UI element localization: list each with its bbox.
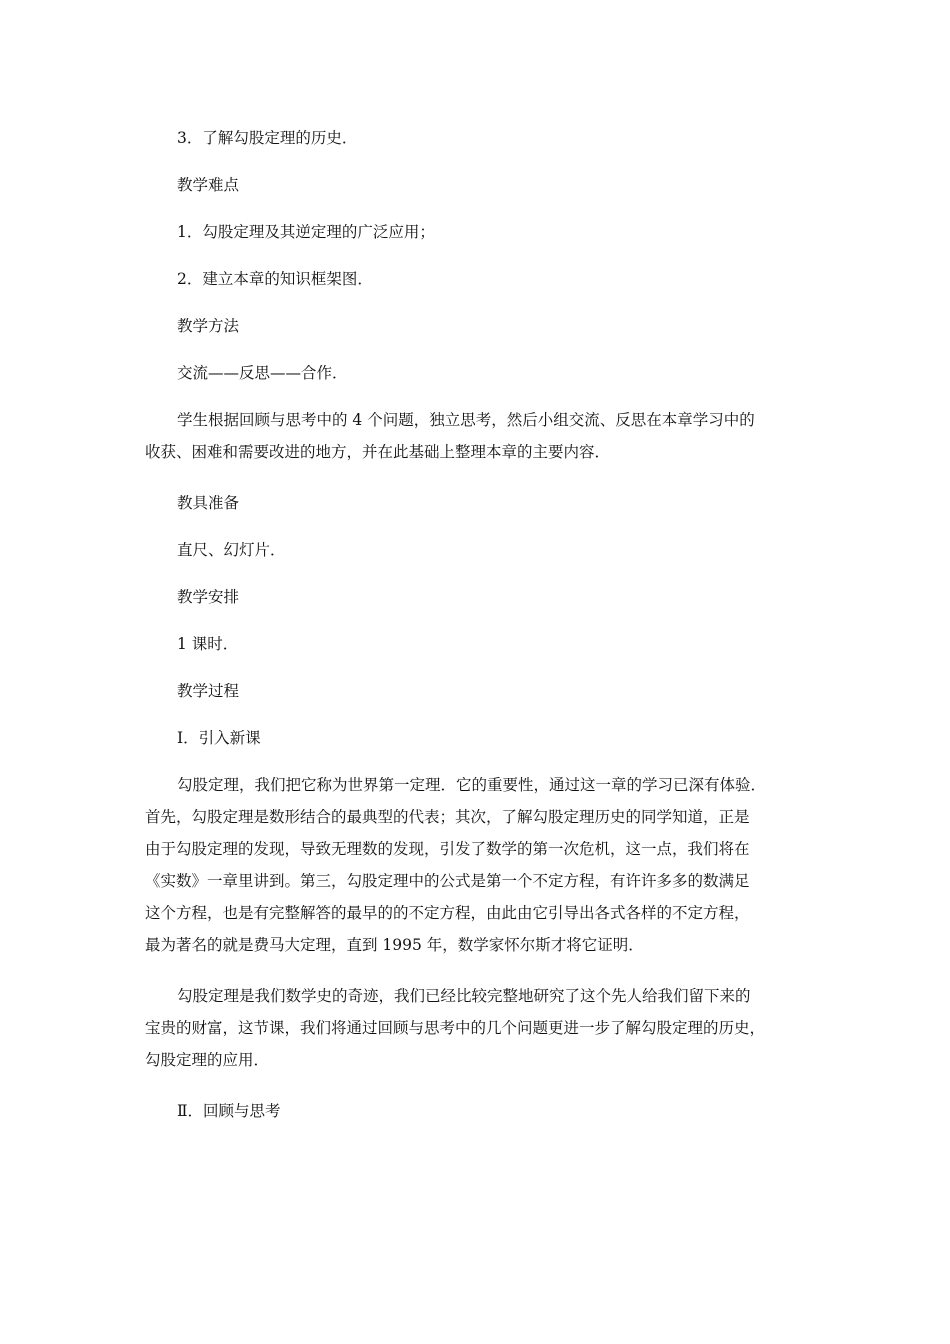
objective-line: 3．了解勾股定理的历史． — [177, 129, 358, 147]
section-heading: 教学难点 — [177, 176, 240, 194]
paragraph-line: 收获、困难和需要改进的地方，并在此基础上整理本章的主要内容． — [145, 443, 611, 461]
subsection-heading: Ⅱ．回顾与思考 — [177, 1102, 281, 1120]
paragraph-line: 《实数》一章里讲到。第三，勾股定理中的公式是第一个不定方程，有许许多多的数满足 — [145, 872, 750, 890]
intro-paragraph — [145, 771, 815, 963]
paragraph-line: 勾股定理的应用． — [145, 1051, 270, 1069]
paragraph-line: 勾股定理，我们把它称为世界第一定理．它的重要性，通过这一章的学习已深有体验． — [177, 776, 767, 794]
document-body — [145, 124, 815, 1144]
section-heading: 教具准备 — [177, 494, 240, 512]
subsection-heading: Ⅰ．引入新课 — [177, 729, 261, 747]
method-paragraph — [145, 406, 815, 470]
tools-line: 直尺、幻灯片． — [177, 541, 286, 559]
difficulty-item: 1．勾股定理及其逆定理的广泛应用； — [177, 223, 435, 241]
paragraph-line: 由于勾股定理的发现，导致无理数的发现，引发了数学的第一次危机，这一点，我们将在 — [145, 840, 750, 858]
paragraph-line: 首先，勾股定理是数形结合的最典型的代表；其次，了解勾股定理历史的同学知道，正是 — [145, 808, 750, 826]
paragraph-line: 最为著名的就是费马大定理，直到 1995 年，数学家怀尔斯才将它证明． — [145, 936, 644, 954]
paragraph-line: 这个方程，也是有完整解答的最早的的不定方程，由此由它引导出各式各样的不定方程， — [145, 904, 750, 922]
wonder-paragraph — [145, 982, 815, 1078]
paragraph-line: 勾股定理是我们数学史的奇迹，我们已经比较完整地研究了这个先人给我们留下来的 — [177, 987, 751, 1005]
section-heading: 教学安排 — [177, 588, 240, 606]
section-heading: 教学过程 — [177, 682, 240, 700]
section-heading: 教学方法 — [177, 317, 240, 335]
method-line: 交流——反思——合作． — [177, 364, 348, 382]
schedule-line: 1 课时． — [177, 635, 239, 653]
paragraph-line: 宝贵的财富，这节课，我们将通过回顾与思考中的几个问题更进一步了解勾股定理的历史， — [145, 1019, 766, 1037]
difficulty-item: 2．建立本章的知识框架图． — [177, 270, 373, 288]
paragraph-line: 学生根据回顾与思考中的 4 个问题，独立思考，然后小组交流、反思在本章学习中的 — [177, 411, 755, 429]
